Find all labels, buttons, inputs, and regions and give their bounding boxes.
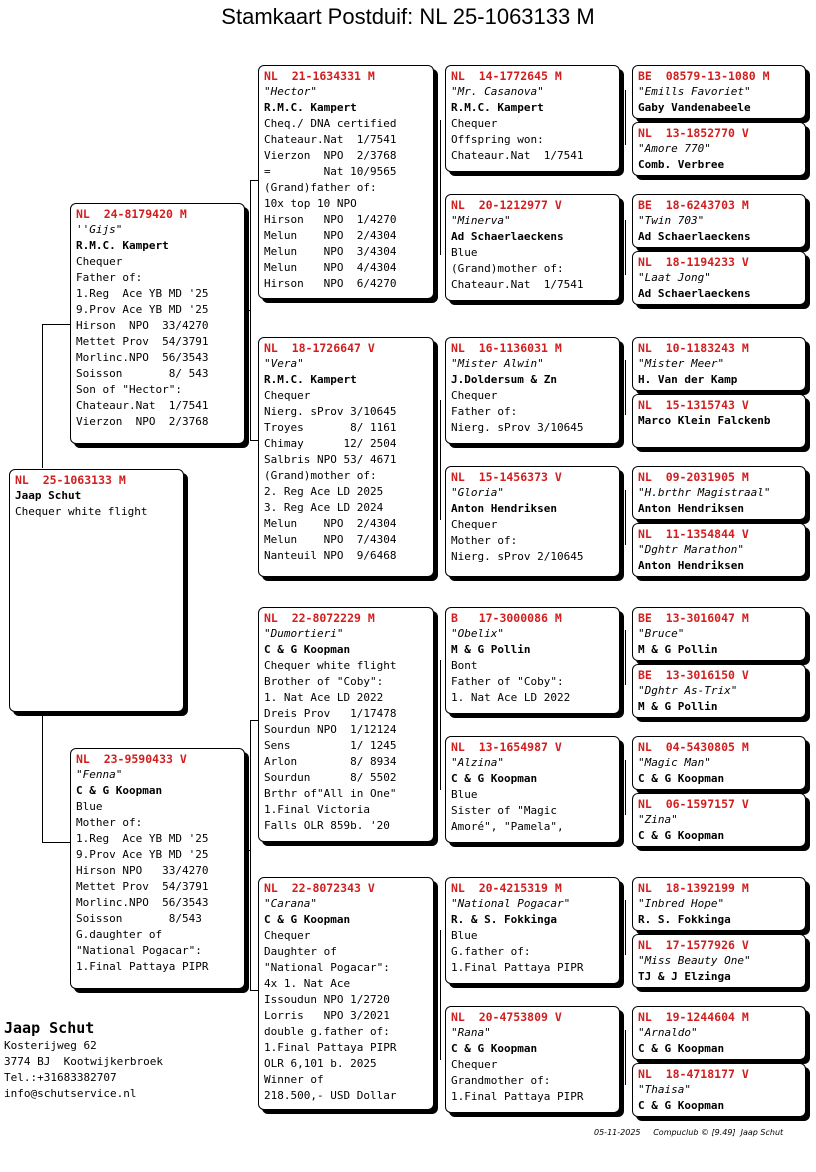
- pigeon-name: "Hector": [264, 85, 317, 98]
- info-line: Chequer: [451, 518, 498, 531]
- info-line: double g.father of:: [264, 1025, 390, 1038]
- info-line: Mother of:: [76, 816, 143, 829]
- info-line: 9.Prov Ace YB MD '25: [76, 848, 209, 861]
- pigeon-card-fmfm[interactable]: [632, 394, 806, 448]
- info-line: Chimay 12/ 2504: [264, 437, 397, 450]
- info-line: Winner of: [264, 1073, 324, 1086]
- info-line: 1.Final Pattaya PIPR: [76, 960, 209, 973]
- breeder: R. & S. Fokkinga: [451, 913, 557, 926]
- info-line: Chequer white flight: [15, 505, 148, 518]
- pigeon-card-mff[interactable]: [445, 607, 620, 714]
- pigeon-name: "Magic Man": [638, 756, 711, 769]
- pigeon-name: "Obelix": [451, 627, 504, 640]
- connector-line: [625, 490, 626, 545]
- info-line: = Nat 10/9565: [264, 165, 397, 178]
- info-line: Melun NPO 2/4304: [264, 517, 397, 530]
- page-title: Stamkaart Postduif: NL 25-1063133 M: [221, 4, 595, 29]
- pigeon-name: "Twin 703": [638, 214, 705, 227]
- pigeon-name: "Gloria": [451, 486, 504, 499]
- connector-line: [250, 180, 258, 181]
- pigeon-card-ffmm[interactable]: [632, 251, 806, 305]
- pigeon-card-ffff[interactable]: [632, 65, 806, 119]
- ring-number: B 17-3000086 M: [451, 611, 562, 625]
- breeder: C & G Koopman: [638, 1099, 725, 1112]
- pigeon-card-fmmf[interactable]: [632, 466, 806, 520]
- info-line: Issoudun NPO 1/2720: [264, 993, 390, 1006]
- pigeon-name: "Thaisa": [638, 1083, 691, 1096]
- info-line: 9.Prov Ace YB MD '25: [76, 303, 209, 316]
- info-line: Chequer: [76, 255, 123, 268]
- ring-number: NL 13-1654987 V: [451, 740, 562, 754]
- connector-line: [625, 360, 626, 415]
- info-line: Troyes 8/ 1161: [264, 421, 397, 434]
- info-line: Nierg. sProv 3/10645: [264, 405, 397, 418]
- info-line: Chateaur.Nat 1/7541: [451, 278, 584, 291]
- owner-name: Jaap Schut: [4, 1019, 95, 1037]
- pigeon-card-fffm[interactable]: [632, 122, 806, 176]
- info-line: G.daughter of: [76, 928, 163, 941]
- ring-number: NL 23-9590433 V: [76, 752, 187, 766]
- ring-number: NL 19-1244604 M: [638, 1010, 749, 1024]
- info-line: "National Pogacar":: [76, 944, 202, 957]
- breeder: C & G Koopman: [451, 772, 538, 785]
- connector-line: [244, 850, 251, 851]
- info-line: (Grand)mother of:: [451, 262, 564, 275]
- pigeon-name: "Inbred Hope": [638, 897, 725, 910]
- breeder: C & G Koopman: [638, 1042, 725, 1055]
- connector-line: [625, 760, 626, 815]
- pigeon-name: "National Pogacar": [451, 897, 571, 910]
- pigeon-card-fmff[interactable]: [632, 337, 806, 391]
- info-line: "National Pogacar":: [264, 961, 390, 974]
- pigeon-card-mmfm[interactable]: [632, 934, 806, 988]
- connector-line: [440, 930, 441, 1060]
- ring-number: BE 18-6243703 M: [638, 198, 749, 212]
- breeder: Jaap Schut: [15, 489, 82, 502]
- info-line: Blue: [451, 246, 478, 259]
- pigeon-card-mffm[interactable]: [632, 664, 806, 718]
- pigeon-name: "Arnaldo": [638, 1026, 698, 1039]
- info-line: 1.Final Pattaya PIPR: [264, 1041, 397, 1054]
- ring-number: NL 18-1392199 M: [638, 881, 749, 895]
- pigeon-name: "Dghtr Marathon": [638, 543, 744, 556]
- ring-number: NL 04-5430805 M: [638, 740, 749, 754]
- breeder: Anton Hendriksen: [638, 502, 744, 515]
- connector-line: [244, 310, 251, 311]
- breeder: Anton Hendriksen: [638, 559, 744, 572]
- info-line: Chequer: [264, 389, 311, 402]
- pigeon-name: "Fenna": [76, 768, 123, 781]
- pigeon-card-ff[interactable]: [258, 65, 434, 299]
- info-line: 1.Reg Ace YB MD '25: [76, 832, 209, 845]
- pigeon-name: "Mister Meer": [638, 357, 725, 370]
- info-line: Sourdun NPO 1/12124: [264, 723, 397, 736]
- info-line: Daughter of: [264, 945, 337, 958]
- info-line: Dreis Prov 1/17478: [264, 707, 397, 720]
- ring-number: NL 15-1456373 V: [451, 470, 562, 484]
- info-line: Chequer: [264, 929, 311, 942]
- breeder: C & G Koopman: [76, 784, 163, 797]
- pigeon-card-fmmm[interactable]: [632, 523, 806, 577]
- ring-number: NL 16-1136031 M: [451, 341, 562, 355]
- breeder: C & G Koopman: [638, 829, 725, 842]
- info-line: Chateaur.Nat 1/7541: [451, 149, 584, 162]
- breeder: M & G Pollin: [638, 643, 718, 656]
- info-line: Melun NPO 7/4304: [264, 533, 397, 546]
- info-line: Melun NPO 3/4304: [264, 245, 397, 258]
- breeder: R.M.C. Kampert: [264, 101, 357, 114]
- info-line: 4x 1. Nat Ace: [264, 977, 351, 990]
- pigeon-card-mm[interactable]: [258, 877, 434, 1110]
- pigeon-name: "Zina": [638, 813, 678, 826]
- pigeon-name: "Bruce": [638, 627, 685, 640]
- pigeon-name: "Minerva": [451, 214, 511, 227]
- info-line: Blue: [76, 800, 103, 813]
- info-line: Grandmother of:: [451, 1074, 551, 1087]
- connector-line: [250, 720, 258, 721]
- info-line: Father of:: [451, 405, 518, 418]
- connector-line: [625, 1030, 626, 1085]
- info-line: 218.500,- USD Dollar: [264, 1089, 397, 1102]
- pigeon-name: "Carana": [264, 897, 317, 910]
- pigeon-name: "Amore 770": [638, 142, 711, 155]
- info-line: Soisson 8/543: [76, 912, 202, 925]
- owner-info: [4, 1018, 163, 1102]
- connector-line: [440, 660, 441, 790]
- ring-number: NL 10-1183243 M: [638, 341, 749, 355]
- info-line: Mettet Prov 54/3791: [76, 335, 209, 348]
- info-line: Lorris NPO 3/2021: [264, 1009, 390, 1022]
- pigeon-card-mf[interactable]: [258, 607, 434, 842]
- info-line: Chequer white flight: [264, 659, 397, 672]
- info-line: 1.Reg Ace YB MD '25: [76, 287, 209, 300]
- info-line: 1.Final Victoria: [264, 803, 370, 816]
- info-line: Chateaur.Nat 1/7541: [264, 133, 397, 146]
- info-line: Soisson 8/ 543: [76, 367, 209, 380]
- connector-line: [625, 900, 626, 955]
- ring-number: NL 20-4215319 M: [451, 881, 562, 895]
- owner-address-line: 3774 BJ Kootwijkerbroek: [4, 1055, 163, 1068]
- info-line: Hirson NPO 6/4270: [264, 277, 397, 290]
- ring-number: NL 18-4718177 V: [638, 1067, 749, 1081]
- ring-number: NL 17-1577926 V: [638, 938, 749, 952]
- breeder: C & G Koopman: [451, 1042, 538, 1055]
- pigeon-card-fff[interactable]: [445, 65, 620, 172]
- info-line: Hirson NPO 1/4270: [264, 213, 397, 226]
- connector-line: [250, 440, 258, 441]
- ring-number: NL 24-8179420 M: [76, 207, 187, 221]
- owner-phone: Tel.:+31683382707: [4, 1071, 117, 1084]
- info-line: Vierzon NPO 2/3768: [264, 149, 397, 162]
- info-line: Blue: [451, 788, 478, 801]
- info-line: Bont: [451, 659, 478, 672]
- connector-line: [42, 712, 43, 842]
- pigeon-card-subject[interactable]: [9, 469, 184, 712]
- pigeon-card-mmm[interactable]: [445, 1006, 620, 1113]
- info-line: Chequer: [451, 1058, 498, 1071]
- info-line: Chateaur.Nat 1/7541: [76, 399, 209, 412]
- connector-line: [250, 990, 258, 991]
- info-line: Father of "Coby":: [451, 675, 564, 688]
- connector-line: [250, 720, 251, 990]
- info-line: 2. Reg Ace LD 2025: [264, 485, 384, 498]
- info-line: (Grand)father of:: [264, 181, 377, 194]
- pigeon-card-mfmf[interactable]: [632, 736, 806, 790]
- connector-line: [42, 324, 43, 468]
- info-line: Mettet Prov 54/3791: [76, 880, 209, 893]
- breeder: M & G Pollin: [638, 700, 718, 713]
- info-line: 1. Nat Ace LD 2022: [451, 691, 571, 704]
- info-line: 1. Nat Ace LD 2022: [264, 691, 384, 704]
- breeder: Ad Schaerlaeckens: [451, 230, 564, 243]
- pigeon-name: "Miss Beauty One": [638, 954, 751, 967]
- info-line: 1.Final Pattaya PIPR: [451, 961, 584, 974]
- breeder: H. Van der Kamp: [638, 373, 738, 386]
- ring-number: BE 08579-13-1080 M: [638, 69, 770, 83]
- pigeon-card-mfm[interactable]: [445, 736, 620, 843]
- breeder: C & G Koopman: [638, 772, 725, 785]
- connector-line: [625, 220, 626, 275]
- breeder: J.Doldersum & Zn: [451, 373, 557, 386]
- pigeon-card-fmf[interactable]: [445, 337, 620, 444]
- pigeon-card-mmff[interactable]: [632, 877, 806, 931]
- info-line: Offspring won:: [451, 133, 544, 146]
- pigeon-card-mother[interactable]: [70, 748, 245, 989]
- owner-address-line: Kosterijweg 62: [4, 1039, 97, 1052]
- ring-number: NL 20-1212977 V: [451, 198, 562, 212]
- info-line: Sens 1/ 1245: [264, 739, 397, 752]
- pigeon-card-mfmm[interactable]: [632, 793, 806, 847]
- pigeon-card-fm[interactable]: [258, 337, 434, 577]
- pigeon-card-ffm[interactable]: [445, 194, 620, 301]
- info-line: Melun NPO 2/4304: [264, 229, 397, 242]
- info-line: Morlinc.NPO 56/3543: [76, 896, 209, 909]
- breeder: M & G Pollin: [451, 643, 531, 656]
- pigeon-name: "Vera": [264, 357, 304, 370]
- pigeon-name: "Mister Alwin": [451, 357, 544, 370]
- info-line: (Grand)mother of:: [264, 469, 377, 482]
- info-line: 1.Final Pattaya PIPR: [451, 1090, 584, 1103]
- breeder: Comb. Verbree: [638, 158, 725, 171]
- info-line: Cheq./ DNA certified: [264, 117, 397, 130]
- ring-number: NL 18-1726647 V: [264, 341, 375, 355]
- pigeon-name: "Rana": [451, 1026, 491, 1039]
- info-line: Son of "Hector":: [76, 383, 182, 396]
- ring-number: NL 11-1354844 V: [638, 527, 749, 541]
- info-line: Nanteuil NPO 9/6468: [264, 549, 397, 562]
- info-line: Amoré", "Pamela",: [451, 820, 564, 833]
- pigeon-name: "Alzina": [451, 756, 504, 769]
- pigeon-card-ffmf[interactable]: [632, 194, 806, 248]
- pigeon-card-mfff[interactable]: [632, 607, 806, 661]
- info-line: Melun NPO 4/4304: [264, 261, 397, 274]
- ring-number: NL 18-1194233 V: [638, 255, 749, 269]
- info-line: Arlon 8/ 8934: [264, 755, 397, 768]
- info-line: Sourdun 8/ 5502: [264, 771, 397, 784]
- ring-number: NL 13-1852770 V: [638, 126, 749, 140]
- info-line: 10x top 10 NPO: [264, 197, 357, 210]
- ring-number: NL 09-2031905 M: [638, 470, 749, 484]
- info-line: G.father of:: [451, 945, 531, 958]
- info-line: OLR 6,101 b. 2025: [264, 1057, 377, 1070]
- info-line: 3. Reg Ace LD 2024: [264, 501, 384, 514]
- ring-number: NL 06-1597157 V: [638, 797, 749, 811]
- info-line: Chequer: [451, 117, 498, 130]
- info-line: Hirson NPO 33/4270: [76, 319, 209, 332]
- pigeon-card-fmm[interactable]: [445, 466, 620, 577]
- pigeon-name: "Mr. Casanova": [451, 85, 544, 98]
- ring-number: NL 22-8072229 M: [264, 611, 375, 625]
- info-line: Sister of "Magic: [451, 804, 557, 817]
- info-line: Brthr of"All in One": [264, 787, 397, 800]
- breeder: Ad Schaerlaeckens: [638, 230, 751, 243]
- ring-number: NL 25-1063133 M: [15, 473, 126, 487]
- breeder: TJ & J Elzinga: [638, 970, 731, 983]
- connector-line: [625, 90, 626, 145]
- info-line: Mother of:: [451, 534, 518, 547]
- pigeon-name: "Emills Favoriet": [638, 85, 751, 98]
- pigeon-card-mmf[interactable]: [445, 877, 620, 984]
- ring-number: NL 15-1315743 V: [638, 398, 749, 412]
- info-line: Vierzon NPO 2/3768: [76, 415, 209, 428]
- ring-number: NL 14-1772645 M: [451, 69, 562, 83]
- breeder: R. S. Fokkinga: [638, 913, 731, 926]
- pigeon-name: "H.brthr Magistraal": [638, 486, 771, 499]
- breeder: Gaby Vandenabeele: [638, 101, 751, 114]
- breeder: R.M.C. Kampert: [76, 239, 169, 252]
- connector-line: [440, 400, 441, 520]
- pigeon-card-mmmm[interactable]: [632, 1063, 806, 1117]
- connector-line: [42, 842, 70, 843]
- pigeon-name: "Dghtr As-Trix": [638, 684, 738, 697]
- info-line: Hirson NPO 33/4270: [76, 864, 209, 877]
- connector-line: [440, 120, 441, 255]
- info-line: Nierg. sProv 3/10645: [451, 421, 584, 434]
- ring-number: NL 21-1634331 M: [264, 69, 375, 83]
- info-line: Falls OLR 859b. '20: [264, 819, 390, 832]
- info-line: Father of:: [76, 271, 143, 284]
- breeder: R.M.C. Kampert: [451, 101, 544, 114]
- info-line: Brother of "Coby":: [264, 675, 384, 688]
- ring-number: NL 20-4753809 V: [451, 1010, 562, 1024]
- info-line: Morlinc.NPO 56/3543: [76, 351, 209, 364]
- ring-number: BE 13-3016150 V: [638, 668, 749, 682]
- breeder: Ad Schaerlaeckens: [638, 287, 751, 300]
- pigeon-name: ''Gijs": [76, 223, 123, 236]
- pigeon-name: "Dumortieri": [264, 627, 344, 640]
- connector-line: [625, 630, 626, 685]
- info-line: Blue: [451, 929, 478, 942]
- ring-number: NL 22-8072343 V: [264, 881, 375, 895]
- breeder: C & G Koopman: [264, 643, 351, 656]
- pigeon-card-mmmf[interactable]: [632, 1006, 806, 1060]
- owner-email: info@schutservice.nl: [4, 1087, 137, 1100]
- ring-number: BE 13-3016047 M: [638, 611, 749, 625]
- info-line: Nierg. sProv 2/10645: [451, 550, 584, 563]
- pigeon-card-father[interactable]: [70, 203, 245, 444]
- info-line: Salbris NPO 53/ 4671: [264, 453, 397, 466]
- pigeon-name: "Laat Jong": [638, 271, 711, 284]
- breeder: Marco Klein Falckenb: [638, 414, 771, 427]
- footer-credits: 05-11-2025 Compuclub © [9.49] Jaap Schut: [594, 1128, 784, 1137]
- breeder: C & G Koopman: [264, 913, 351, 926]
- connector-line: [42, 324, 70, 325]
- info-line: Chequer: [451, 389, 498, 402]
- breeder: R.M.C. Kampert: [264, 373, 357, 386]
- breeder: Anton Hendriksen: [451, 502, 557, 515]
